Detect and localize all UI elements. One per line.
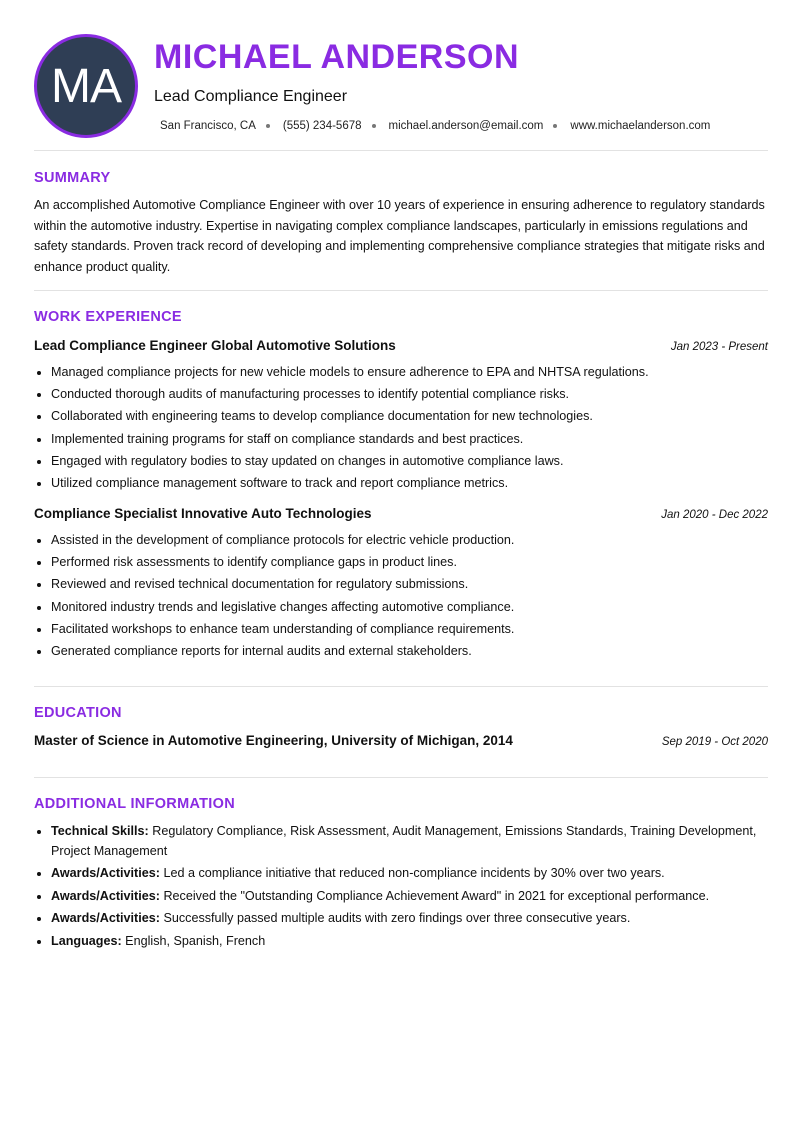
item-text: Regulatory Compliance, Risk Assessment, Audit Management, Emissions Standards, Training Development, Project Management — [51, 824, 757, 858]
list-item — [51, 909, 768, 929]
list-item: • Generated compliance reports for internal audits and external stakeholders. — [51, 640, 768, 662]
separator-dot — [372, 124, 376, 128]
item-label: Awards/Activities: — [51, 911, 160, 925]
separator-dot — [553, 124, 557, 128]
job-bullets — [34, 361, 768, 494]
list-item: • Implemented training programs for staff on compliance standards and best practices. — [51, 428, 768, 450]
item-label: Awards/Activities: — [51, 888, 160, 903]
education-heading: EDUCATION — [34, 705, 122, 721]
list-item: • Monitored industry trends and legislative changes affecting automotive compliance. — [51, 596, 768, 618]
list-item — [51, 822, 768, 861]
list-item: • Reviewed and revised technical documentation for regulatory submissions. — [51, 573, 768, 595]
list-item: • Facilitated workshops to enhance team understanding of compliance requirements. — [51, 618, 768, 640]
divider — [34, 686, 768, 687]
job-date: Jan 2020 - Dec 2022 — [661, 509, 768, 521]
job-header — [34, 506, 768, 521]
item-label: Technical Skills: — [51, 824, 149, 838]
divider — [34, 777, 768, 778]
list-item: • Utilized compliance management software to track and report compliance metrics. — [51, 472, 768, 494]
list-item — [51, 932, 768, 952]
degree: Master of Science in Automotive Engineering, University of Michigan, 2014 — [34, 733, 513, 748]
list-item: • Performed risk assessments to identify compliance gaps in product lines. — [51, 551, 768, 573]
separator-dot — [266, 124, 270, 128]
job-header — [34, 338, 768, 353]
additional-list — [34, 822, 768, 954]
education-date: Sep 2019 - Oct 2020 — [661, 736, 768, 748]
item-label: Languages: — [51, 933, 122, 948]
list-item — [51, 887, 768, 907]
item-text: Received the "Outstanding Compliance Achievement Award" in 2021 for exceptional performance. — [159, 888, 710, 903]
item-label: Awards/Activities: — [51, 866, 160, 880]
contact-email[interactable]: michael.anderson@email.com — [388, 120, 544, 132]
list-item: • Assisted in the development of compliance protocols for electric vehicle production. — [51, 529, 768, 551]
education-entry — [34, 733, 768, 748]
contact-bar — [160, 120, 710, 132]
job-title: Lead Compliance Engineer Global Automotive Solutions — [34, 338, 396, 353]
job-title: Compliance Specialist Innovative Auto Technologies — [34, 506, 372, 521]
item-text: Led a compliance initiative that reduced non-compliance incidents by 30% over two years. — [159, 866, 665, 880]
job-date: Jan 2023 - Present — [670, 341, 768, 353]
experience-heading: WORK EXPERIENCE — [34, 309, 182, 325]
additional-heading: ADDITIONAL INFORMATION — [34, 796, 235, 812]
divider — [34, 150, 768, 151]
avatar — [34, 34, 138, 138]
divider — [34, 290, 768, 291]
candidate-name: MICHAEL ANDERSON — [154, 38, 520, 76]
list-item: • Conducted thorough audits of manufacturing processes to identify potential compliance risks. — [51, 383, 768, 405]
list-item: • Managed compliance projects for new vehicle models to ensure adherence to EPA and NHTSA regulations. — [51, 361, 768, 383]
summary-heading: SUMMARY — [34, 170, 111, 186]
list-item: • Collaborated with engineering teams to develop compliance documentation for new technologies. — [51, 405, 768, 427]
job-bullets — [34, 529, 768, 662]
summary-text: An accomplished Automotive Compliance Engineer with over 10 years of experience in ensuring adherence to regulatory standards within the automotive industry. Expertise in navigating complex compliance landscapes, particularly in emissions regulations and safety standards. Proven track record of developing and implementing comprehensive compliance strategies that mitigate risks and enhance product quality. — [34, 198, 765, 274]
contact-phone[interactable]: (555) 234-5678 — [282, 120, 362, 132]
item-text: Successfully passed multiple audits with zero findings over three consecutive years. — [159, 911, 631, 925]
contact-location: San Francisco, CA — [160, 120, 256, 132]
avatar-initials: MA — [51, 59, 121, 113]
list-item: • Engaged with regulatory bodies to stay updated on changes in automotive compliance laws. — [51, 450, 768, 472]
list-item — [51, 864, 768, 884]
item-text: English, Spanish, French — [121, 933, 266, 948]
contact-website[interactable]: www.michaelanderson.com — [570, 120, 711, 132]
candidate-role: Lead Compliance Engineer — [154, 88, 348, 105]
